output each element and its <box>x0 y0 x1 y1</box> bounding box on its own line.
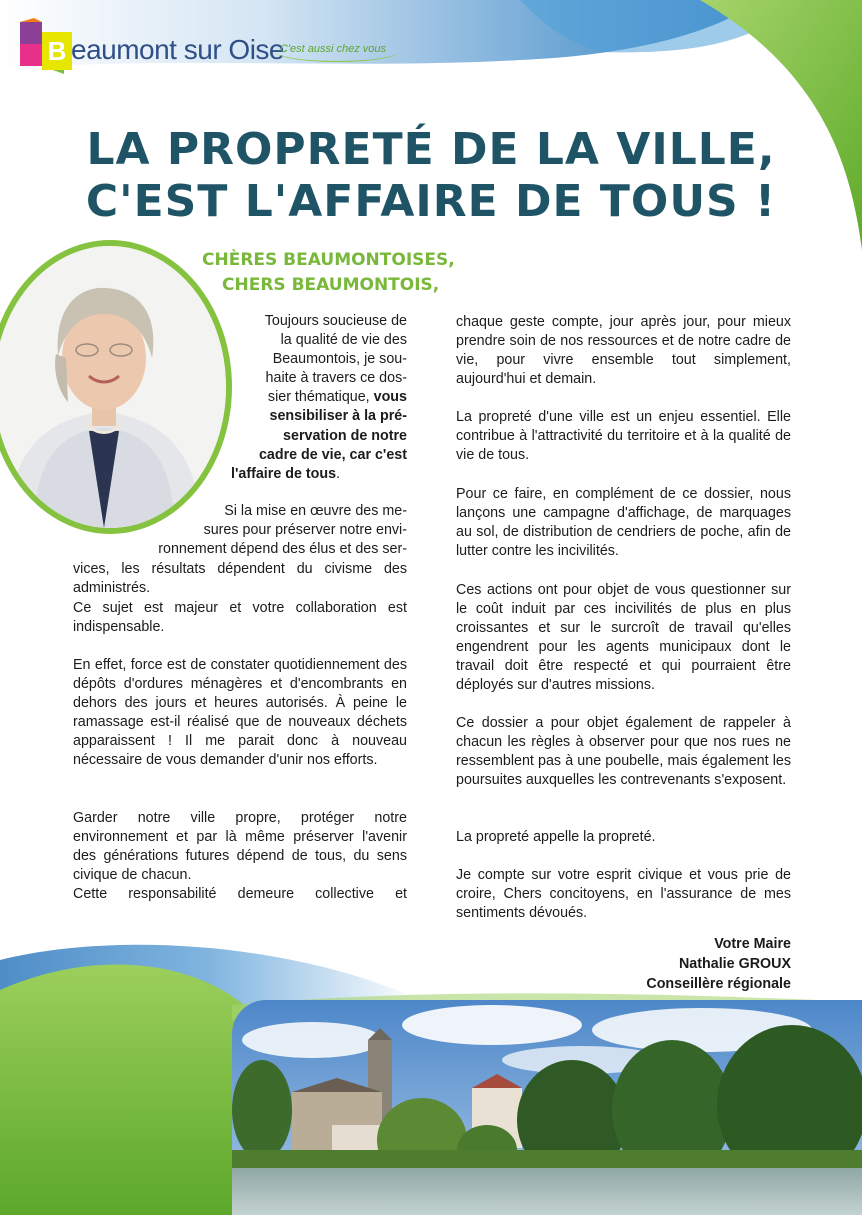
intro-line: la qualité de vie des <box>280 332 407 349</box>
intro-paragraph <box>231 312 407 484</box>
logo-name: eaumont sur Oise <box>71 34 284 65</box>
greeting-line-2: CHERS BEAUMONTOIS, <box>222 275 440 295</box>
para3: Garder notre ville propre, protéger notre environnement et par là même préserver l'avenir des générations futures dépend de tous, du sens civique de chacun. <box>73 810 407 884</box>
right-para4: Ces actions ont pour objet de vous questionner sur le coût induit par ces incivilités de plus en plus croissantes et sur le surcroît de travail qu'elles engendrent pour les agents municipaux dont le travail doit être respecté et qui pourraient être déployés sur d'autres missions. <box>456 582 791 694</box>
signature-name: Nathalie GROUX <box>678 956 791 972</box>
town-landscape-photo <box>232 1000 862 1215</box>
intro-line: sier thématique, <box>267 389 374 406</box>
page-title-line-2: C'EST L'AFFAIRE DE TOUS ! <box>85 176 777 227</box>
right-para2: La propreté d'une ville est un enjeu essentiel. Elle contribue à l'attractivité du territoire et à la qualité de vie de tous. <box>456 409 791 464</box>
para1b: Ce sujet est majeur et votre collaboration est indispensable. <box>73 600 407 636</box>
right-para6: La propreté appelle la propreté. <box>456 829 656 845</box>
intro-bold-line: cadre de vie, car c'est <box>258 446 407 463</box>
greeting-line-1: CHÈRES BEAUMONTOISES, <box>202 250 455 270</box>
right-para5: Ce dossier a pour objet également de rappeler à chacun les règles à observer pour que nos rues ne ressemblent pas à une poubelle, mais également les poursuites auxquelles les contrevenants s'exposent. <box>456 715 791 789</box>
portrait-illustration <box>0 246 226 528</box>
intro-end: . <box>336 465 341 482</box>
intro-line: Toujours soucieuse de <box>264 313 407 329</box>
right-para7: Je compte sur votre esprit civique et vous prie de croire, Chers concitoyens, en l'assurance de mes sentiments dévoués. <box>456 867 791 922</box>
intro-line: haite à travers ce dos- <box>265 370 407 387</box>
signature-role: Conseillère régionale <box>646 976 791 992</box>
landscape-illustration <box>232 1000 862 1215</box>
signature-title: Votre Maire <box>714 936 791 952</box>
intro-bold: vous <box>373 389 407 406</box>
para1-line3: ronnement dépend des élus et des ser- <box>158 541 407 557</box>
city-logo[interactable] <box>20 18 400 78</box>
logo-tagline: C'est aussi chez vous <box>274 40 400 62</box>
logo-letter: B <box>42 32 72 70</box>
para2: En effet, force est de constater quotidiennement des dépôts d'ordures ménagères et d'encombrants en dehors des jours et heures autorisés. À peine le ramassage est-il réalisé que de nouveaux déchets apparaissent ! Il me parait donc à nouveau nécessaire de vous demander d'unir nos efforts. <box>73 657 407 769</box>
right-para3: Pour ce faire, en complément de ce dossier, nous lançons une campagne d'affichage, de marquages au sol, de distribution de cendriers de poche, afin de lutter contre les incivilités. <box>456 486 791 560</box>
para1-line1: Si la mise en œuvre des me- <box>224 503 407 519</box>
para1-rest: vices, les résultats dépendent du civisme des administrés. <box>73 561 407 597</box>
intro-bold-line: servation de notre <box>283 427 407 444</box>
page-title-line-1: LA PROPRETÉ DE LA VILLE, <box>86 124 776 175</box>
para3b: Cette responsabilité demeure collective et <box>73 886 407 902</box>
intro-bold-line: sensibiliser à la pré- <box>269 408 407 425</box>
para1-line2: sures pour préserver notre envi- <box>203 522 407 538</box>
intro-bold-line: l'affaire de tous <box>231 465 337 482</box>
mayor-portrait <box>0 240 232 534</box>
intro-line: Beaumontois, je sou- <box>272 351 407 368</box>
right-para1: chaque geste compte, jour après jour, pour mieux prendre soin de nos ressources et de notre cadre de vie, pour vivre ensemble tout simplement, aujourd'hui et demain. <box>456 314 791 388</box>
